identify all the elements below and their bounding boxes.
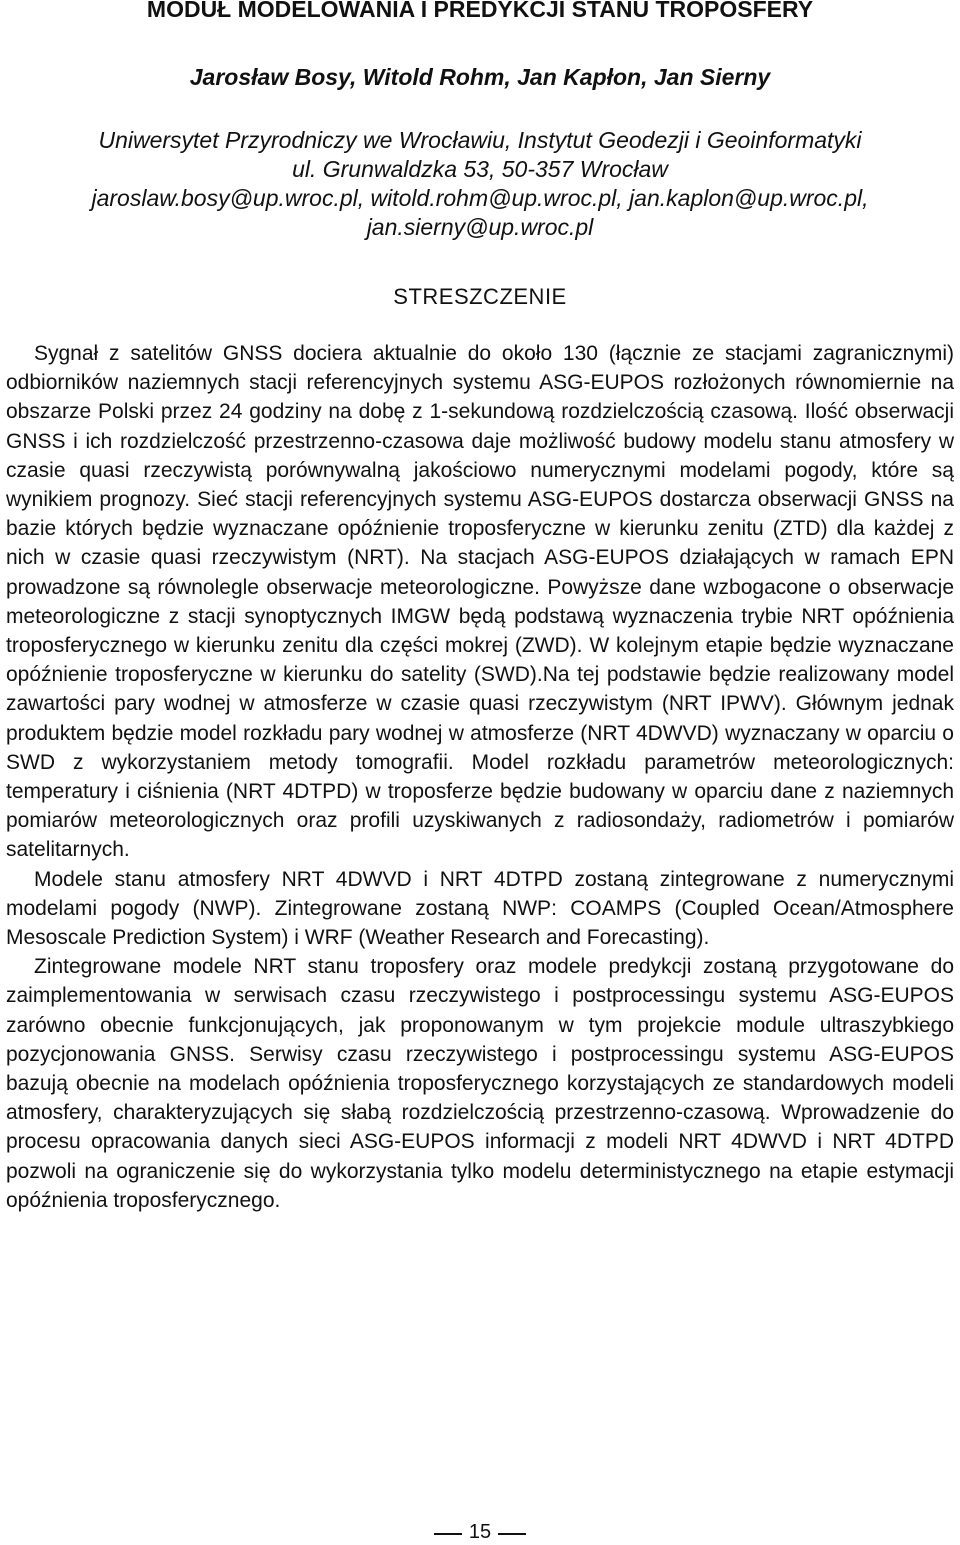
abstract-heading: STRESZCZENIE <box>393 284 567 309</box>
page-number-right-rule <box>498 1533 526 1535</box>
affiliation-emails: jaroslaw.bosy@up.wroc.pl, witold.rohm@up.wroc.pl, jan.kaplon@up.wroc.pl, <box>91 185 869 211</box>
paper-title: MODUŁ MODELOWANIA I PREDYKCJI STANU TROPOSFERY <box>146 0 814 22</box>
abstract-body <box>6 339 954 1215</box>
abstract-paragraph: Zintegrowane modele NRT stanu troposfery oraz modele predykcji zostaną przygotowane do zaimplementowania w serwisach czasu rzeczywistego i postprocessingu systemu ASG-EUPOS zarówno obecnie funkcjonujących, jak proponowanym w tym projekcie module ultraszybkiego pozycjonowania GNSS. Serwisy czasu rzeczywistego i postprocessingu systemu ASG-EUPOS bazują obecnie na modelach opóźnienia troposferycznego korzystających ze standardowych modeli atmosfery, charakteryzujących się słabą rozdzielczością przestrzenno-czasową. Wprowadzenie do procesu opracowania danych sieci ASG-EUPOS informacji z modeli NRT 4DWVD i NRT 4DTPD pozwoli na ograniczenie się do wykorzystania tylko modelu deterministycznego na etapie estymacji opóźnienia troposferycznego. <box>6 955 954 1212</box>
affiliation-emails-continued: jan.sierny@up.wroc.pl <box>366 214 594 240</box>
author-list: Jarosław Bosy, Witold Rohm, Jan Kapłon, Jan Sierny <box>189 64 771 90</box>
page-footer <box>0 1520 960 1544</box>
affiliation-institution: Uniwersytet Przyrodniczy we Wrocławiu, Instytut Geodezji i Geoinformatyki <box>98 127 862 153</box>
abstract-paragraph: Modele stanu atmosfery NRT 4DWVD i NRT 4DTPD zostaną zintegrowane z numerycznymi modelami pogody (NWP). Zintegrowane zostaną NWP: COAMPS (Coupled Ocean/Atmosphere Mesoscale Prediction System) i WRF (Weather Research and Forecasting). <box>6 867 954 950</box>
page-number: 15 <box>468 1521 492 1543</box>
affiliation-address: ul. Grunwaldzka 53, 50-357 Wrocław <box>292 156 668 182</box>
abstract-paragraph: Sygnał z satelitów GNSS dociera aktualnie do około 130 (łącznie ze stacjami zagranicznymi) odbiorników naziemnych stacji referencyjnych systemu ASG-EUPOS rozłożonych równomiernie na obszarze Polski przez 24 godziny na dobę z 1-sekundową rozdzielczością czasową. Ilość obserwacji GNSS i ich rozdzielczość przestrzenno-czasowa daje możliwość budowy modelu stanu atmosfery w czasie quasi rzeczywistą porównywalną jakościowo numerycznymi modelami pogody, które są wynikiem prognozy. Sieć stacji referencyjnych systemu ASG-EUPOS dostarcza obserwacji GNSS na bazie których będzie wyznaczane opóźnienie troposferyczne w kierunku zenitu (ZTD) dla każdej z nich w czasie quasi rzeczywistym (NRT). Na stacjach ASG-EUPOS działających w ramach EPN prowadzone są równolegle obserwacje meteorologiczne. Powyższe dane wzbogacone o obserwacje meteorologiczne z stacji synoptycznych IMGW będą podstawą wyznaczenia trybie NRT opóźnienia troposferycznego w kierunku zenitu dla części mokrej (ZWD). W kolejnym etapie będzie wyznaczane opóźnienie troposferyczne w kierunku do satelity (SWD).Na tej podstawie będzie realizowany model zawartości pary wodnej w atmosferze w czasie quasi rzeczywistym (NRT IPWV). Głównym jednak produktem będzie model rozkładu pary wodnej w atmosferze (NRT 4DWVD) wyznaczany w oparciu o SWD z wykorzystaniem metody tomografii. Model rozkładu parametrów meteorologicznych: temperatury i ciśnienia (NRT 4DTPD) w troposferze będzie budowany w oparciu dane z naziemnych pomiarów meteorologicznych oraz profili uzyskiwanych z radiosondaży, radiometrów i pomiarów satelitarnych. <box>6 342 954 862</box>
affiliation-block <box>6 126 954 242</box>
